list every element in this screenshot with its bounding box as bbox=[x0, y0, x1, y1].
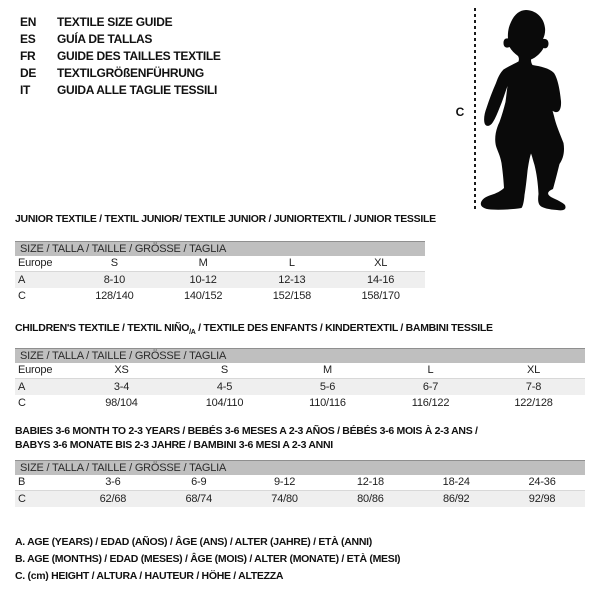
baby-silhouette-icon bbox=[478, 5, 573, 215]
row-label: Europe bbox=[18, 364, 53, 377]
language-row bbox=[20, 30, 221, 47]
cell: 158/170 bbox=[361, 289, 400, 302]
size-header-row bbox=[15, 242, 425, 256]
cell: 128/140 bbox=[95, 289, 134, 302]
table-row bbox=[15, 491, 585, 507]
language-row bbox=[20, 47, 221, 64]
cell: 4-5 bbox=[173, 379, 276, 395]
language-code: DE bbox=[20, 65, 37, 80]
legend-line-c: C. (cm) HEIGHT / ALTURA / HAUTEUR / HÖHE / ALTEZZA bbox=[15, 570, 284, 582]
children-title-pre: CHILDREN'S TEXTILE / TEXTIL NIÑO bbox=[15, 322, 190, 334]
cell: XL bbox=[526, 364, 541, 377]
babies-title-line1: BABIES 3-6 MONTH TO 2-3 YEARS / BEBÉS 3-6 MESES A 2-3 AÑOS / BÉBÉS 3-6 MOIS À 2-3 ANS / bbox=[15, 425, 478, 437]
cell: 86/92 bbox=[413, 491, 499, 507]
table-row bbox=[15, 288, 425, 304]
row-label: C bbox=[18, 396, 26, 409]
size-header-label: SIZE / TALLA / TAILLE / GRÖSSE / TAGLIA bbox=[15, 349, 585, 363]
language-code: EN bbox=[20, 14, 37, 29]
cell: 3-6 bbox=[105, 476, 121, 489]
cell: 9-12 bbox=[273, 476, 296, 489]
cell: 18-24 bbox=[442, 476, 470, 489]
cell: 140/152 bbox=[183, 289, 223, 302]
cell: 116/122 bbox=[411, 396, 450, 409]
table-row bbox=[15, 363, 585, 379]
cell: 7-8 bbox=[482, 379, 585, 395]
cell: M bbox=[323, 364, 332, 377]
language-row bbox=[20, 64, 221, 81]
children-title-sub: /A bbox=[189, 329, 196, 337]
language-code: FR bbox=[20, 48, 36, 63]
cell: 152/158 bbox=[272, 289, 312, 302]
row-label: B bbox=[18, 476, 26, 489]
children-size-table bbox=[15, 348, 585, 411]
cell: 3-4 bbox=[70, 379, 173, 395]
cell: 98/104 bbox=[105, 396, 138, 409]
cell: 10-12 bbox=[159, 272, 248, 288]
cell: 80/86 bbox=[327, 491, 413, 507]
cell: 62/68 bbox=[70, 491, 156, 507]
table-row bbox=[15, 379, 585, 395]
babies-size-table bbox=[15, 460, 585, 507]
guide-title: TEXTILE SIZE GUIDE bbox=[57, 14, 173, 29]
cell: M bbox=[198, 257, 208, 270]
guide-title: GUIDA ALLE TAGLIE TESSILI bbox=[57, 82, 218, 97]
height-measure-label: C bbox=[455, 105, 465, 119]
language-title-list bbox=[20, 13, 221, 98]
language-row bbox=[20, 81, 221, 98]
guide-title: GUIDE DES TAILLES TEXTILE bbox=[57, 48, 221, 63]
cell: 8-10 bbox=[70, 272, 159, 288]
language-code: IT bbox=[20, 82, 31, 97]
cell: 5-6 bbox=[276, 379, 379, 395]
cell: L bbox=[288, 257, 295, 270]
row-label: C bbox=[15, 491, 70, 507]
cell: 12-13 bbox=[248, 272, 337, 288]
guide-title: GUÍA DE TALLAS bbox=[57, 31, 153, 46]
size-header-label: SIZE / TALLA / TAILLE / GRÖSSE / TAGLIA bbox=[15, 242, 425, 256]
cell: 104/110 bbox=[205, 396, 244, 409]
legend-line-a: A. AGE (YEARS) / EDAD (AÑOS) / ÂGE (ANS) / ALTER (JAHRE) / ETÀ (ANNI) bbox=[15, 536, 372, 548]
cell: S bbox=[110, 257, 118, 270]
row-label: A bbox=[15, 379, 70, 395]
cell: S bbox=[220, 364, 229, 377]
row-label: Europe bbox=[18, 257, 53, 270]
measurement-legend bbox=[15, 536, 400, 587]
height-measure-dashed-line bbox=[474, 8, 476, 210]
table-row bbox=[15, 272, 425, 288]
junior-size-table bbox=[15, 241, 425, 304]
junior-section-title: JUNIOR TEXTILE / TEXTIL JUNIOR/ TEXTILE JUNIOR / JUNIORTEXTIL / JUNIOR TESSILE bbox=[15, 213, 436, 225]
size-header-label: SIZE / TALLA / TAILLE / GRÖSSE / TAGLIA bbox=[15, 461, 585, 475]
guide-title: TEXTILGRÖßENFÜHRUNG bbox=[57, 65, 204, 80]
cell: 6-7 bbox=[379, 379, 482, 395]
table-row bbox=[15, 475, 585, 491]
size-header-row bbox=[15, 461, 585, 475]
cell: 24-36 bbox=[528, 476, 556, 489]
cell: 12-18 bbox=[356, 476, 384, 489]
children-section-title bbox=[15, 321, 493, 340]
cell: XS bbox=[114, 364, 129, 377]
legend-line-b: B. AGE (MONTHS) / EDAD (MESES) / ÂGE (MOIS) / ALTER (MONATE) / ETÀ (MESI) bbox=[15, 553, 401, 565]
cell: 92/98 bbox=[499, 491, 585, 507]
cell: 14-16 bbox=[336, 272, 425, 288]
babies-title-line2: BABYS 3-6 MONATE BIS 2-3 JAHRE / BAMBINI 3-6 MESI A 2-3 ANNI bbox=[15, 439, 333, 451]
babies-section-title bbox=[15, 424, 478, 452]
cell: 122/128 bbox=[514, 396, 553, 409]
language-code: ES bbox=[20, 31, 36, 46]
cell: 74/80 bbox=[242, 491, 328, 507]
children-title-post: / TEXTILE DES ENFANTS / KINDERTEXTIL / BAMBINI TESSILE bbox=[195, 322, 493, 334]
table-row bbox=[15, 256, 425, 272]
table-row bbox=[15, 395, 585, 411]
language-row bbox=[20, 13, 221, 30]
cell: XL bbox=[374, 257, 388, 270]
row-label: A bbox=[15, 272, 70, 288]
cell: L bbox=[427, 364, 434, 377]
cell: 6-9 bbox=[191, 476, 207, 489]
cell: 110/116 bbox=[309, 396, 346, 409]
size-header-row bbox=[15, 349, 585, 363]
cell: 68/74 bbox=[156, 491, 242, 507]
row-label: C bbox=[18, 289, 26, 302]
